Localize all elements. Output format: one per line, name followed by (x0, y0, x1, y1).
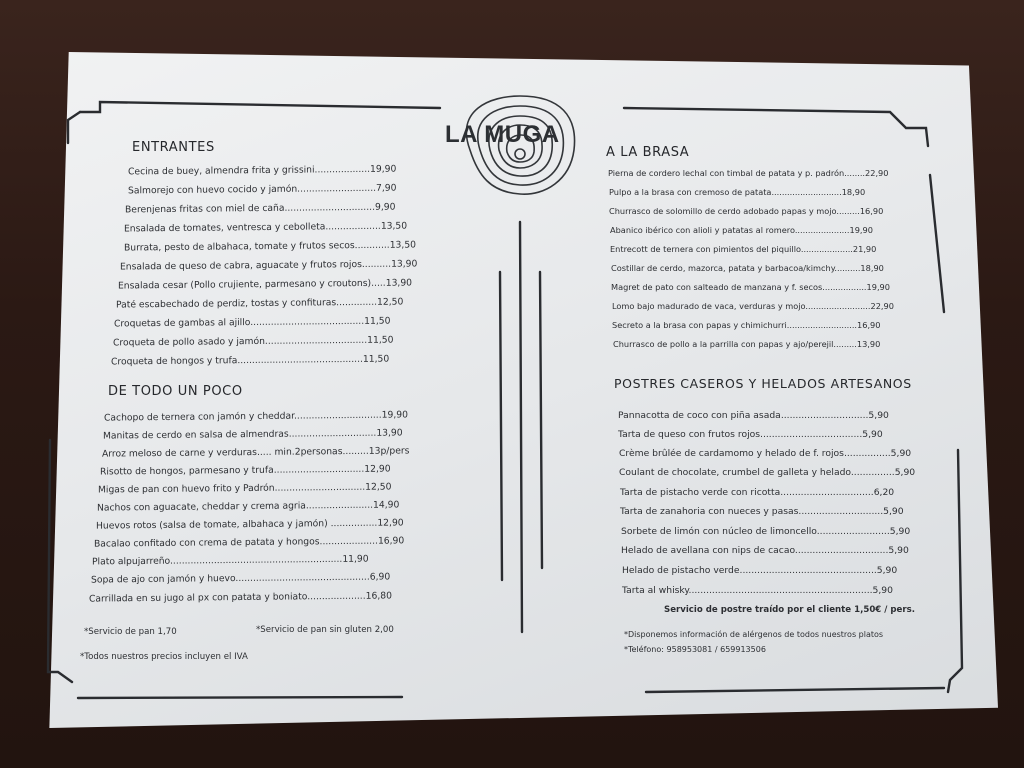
menu-item: Tarta de queso con frutos rojos...................................5,90 (618, 429, 883, 440)
menu-item: Ensalada de queso de cabra, aguacate y frutos rojos..........13,90 (120, 258, 418, 273)
menu-item: Cachopo de ternera con jamón y cheddar..............................19,90 (104, 409, 408, 424)
menu-item: Berenjenas fritas con miel de caña...............................9,90 (125, 201, 396, 216)
menu-item: Croquetas de gambas al ajillo.......................................11,50 (114, 315, 391, 330)
menu-item: Migas de pan con huevo frito y Padrón...............................12,50 (98, 481, 392, 496)
menu-item: Nachos con aguacate, cheddar y crema agria.......................14,90 (97, 499, 400, 514)
menu-item: Ensalada de tomates, ventresca y cebolleta...................13,50 (124, 220, 408, 235)
section-title-postres: POSTRES CASEROS Y HELADOS ARTESANOS (614, 376, 912, 391)
menu-item: Plato alpujarreño...........................................................11,90 (92, 553, 369, 568)
menu-item: Salmorejo con huevo cocido y jamón...........................7,90 (128, 182, 397, 197)
menu-item: Lomo bajo madurado de vaca, verduras y mojo.........................22,90 (612, 301, 894, 311)
menu-item: Entrecott de ternera con pimientos del piquillo....................21,90 (610, 244, 877, 254)
menu-item: Tarta al whisky...............................................................5,90 (622, 585, 893, 596)
menu-item: Pierna de cordero lechal con timbal de patata y p. padrón........22,90 (608, 168, 889, 178)
menu-item: Cecina de buey, almendra frita y grissini...................19,90 (128, 163, 397, 178)
note-telephone: *Teléfono: 958953081 / 659913506 (624, 645, 766, 654)
section-title-a-la-brasa: A LA BRASA (606, 145, 690, 160)
menu-item: Pannacotta de coco con piña asada..............................5,90 (618, 410, 889, 421)
menu-item: Burrata, pesto de albahaca, tomate y frutos secos............13,50 (124, 239, 417, 254)
note-iva-included: *Todos nuestros precios incluyen el IVA (80, 652, 248, 662)
menu-item: Paté escabechado de perdiz, tostas y confituras..............12,50 (116, 296, 404, 311)
menu-item: Sorbete de limón con núcleo de limoncello.........................5,90 (621, 526, 911, 537)
menu-item: Tarta de pistacho verde con ricotta................................6,20 (620, 487, 895, 498)
menu-item: Costillar de cerdo, mazorca, patata y barbacoa/kimchy..........18,90 (611, 263, 884, 273)
menu-item: Ensalada cesar (Pollo crujiente, parmesano y croutons).....13,90 (118, 277, 413, 292)
menu-item: Croqueta de hongos y trufa...........................................11,50 (111, 353, 390, 368)
menu-item: Manitas de cerdo en salsa de almendras..............................13,90 (103, 427, 403, 442)
menu-item: Helado de pistacho verde...............................................5,90 (622, 565, 898, 576)
menu-item: Churrasco de pollo a la parrilla con papas y ajo/perejil.........13,90 (613, 339, 881, 349)
menu-item: Tarta de zanahoria con nueces y pasas.............................5,90 (620, 506, 904, 517)
menu-item: Risotto de hongos, parmesano y trufa...............................12,90 (100, 463, 391, 478)
menu-item: Helado de avellana con nips de cacao................................5,90 (621, 545, 909, 556)
note-dessert-service: Servicio de postre traído por el cliente 1,50€ / pers. (664, 605, 916, 615)
section-title-entrantes: ENTRANTES (132, 140, 215, 155)
note-gluten-free-bread: *Servicio de pan sin gluten 2,00 (256, 625, 394, 635)
restaurant-logo-name: LA MUGA (445, 121, 560, 148)
menu-item: Carrillada en su jugo al px con patata y boniato....................16,80 (89, 590, 392, 605)
menu-item: Coulant de chocolate, crumbel de galleta y helado...............5,90 (619, 467, 916, 478)
section-title-de-todo-un-poco: DE TODO UN POCO (108, 384, 243, 399)
menu-item: Croqueta de pollo asado y jamón...................................11,50 (113, 334, 394, 349)
menu-item: Arroz meloso de carne y verduras..... min.2personas.........13p/pers (102, 445, 410, 460)
menu-item: Abanico ibérico con alioli y patatas al romero.....................19,90 (610, 225, 873, 235)
note-allergens: *Disponemos información de alérgenos de todos nuestros platos (624, 630, 884, 639)
menu-item: Churrasco de solomillo de cerdo adobado papas y mojo.........16,90 (609, 206, 884, 216)
menu-item: Bacalao confitado con crema de patata y hongos....................16,90 (94, 535, 405, 550)
menu-item: Magret de pato con salteado de manzana y f. secos.................19,90 (611, 282, 890, 292)
menu-item: Huevos rotos (salsa de tomate, albahaca y jamón) ................12,90 (96, 517, 404, 532)
menu-item: Sopa de ajo con jamón y huevo..............................................6,90 (91, 571, 391, 586)
menu-item: Secreto a la brasa con papas y chimichurri...........................16,90 (612, 320, 881, 330)
menu-item: Crème brûlée de cardamomo y helado de f. rojos................5,90 (619, 448, 912, 459)
menu-item: Pulpo a la brasa con cremoso de patata...........................18,90 (609, 187, 866, 197)
note-bread-service: *Servicio de pan 1,70 (84, 627, 177, 637)
